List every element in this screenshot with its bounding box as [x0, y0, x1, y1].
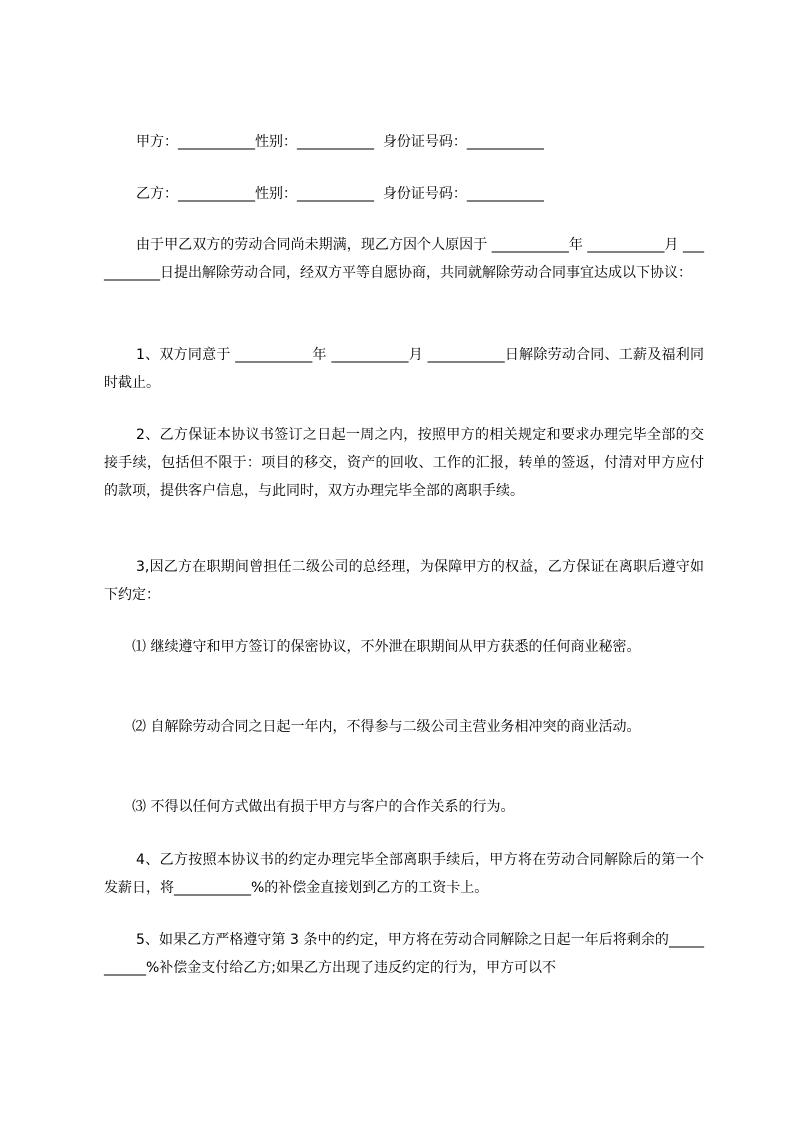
clause-3-3: ⑶ 不得以任何方式做出有损于甲方与客户的合作关系的行为。: [132, 799, 515, 815]
intro-paragraph: 由于甲乙双方的劳动合同尚未期满，现乙方因个人原因于 ___________年 ___________月 ___________日提出解除劳动合同，经双方平等自愿协商，共同就解除劳动合同事宜达成以下协议：: [104, 237, 704, 281]
clause-2: 2、乙方保证本协议书签订之日起一周之内，按照甲方的相关规定和要求办理完毕全部的交接手续，包括但不限于：项目的移交，资产的回收、工作的汇报，转单的签返，付清对甲方应付的款项，提供客户信息，与此同时，双方办理完毕全部的离职手续。: [104, 427, 704, 499]
party-a-line: 甲方：___________性别：___________ 身份证号码：___________: [136, 134, 544, 150]
clause-5: 5、如果乙方严格遵守第 3 条中的约定，甲方将在劳动合同解除之日起一年后将剩余的___________%补偿金支付给乙方;如果乙方出现了违反约定的行为，甲方可以不: [104, 932, 704, 976]
clause-4: 4、乙方按照本协议书的约定办理完毕全部离职手续后，甲方将在劳动合同解除后的第一个发薪日，将___________%的补偿金直接划到乙方的工资卡上。: [104, 852, 704, 896]
clause-3-1: ⑴ 继续遵守和甲方签订的保密协议，不外泄在职期间从甲方获悉的任何商业秘密。: [132, 639, 641, 655]
clause-3-2: ⑵ 自解除劳动合同之日起一年内，不得参与二级公司主营业务相冲突的商业活动。: [132, 719, 641, 735]
clause-1: 1、双方同意于 ___________年 ___________月 ___________日解除劳动合同、工薪及福利同时截止。: [104, 347, 704, 391]
clause-3: 3,因乙方在职期间曾担任二级公司的总经理，为保障甲方的权益，乙方保证在离职后遵守如下约定：: [104, 559, 704, 603]
party-b-line: 乙方：___________性别：___________ 身份证号码：___________: [136, 186, 544, 202]
